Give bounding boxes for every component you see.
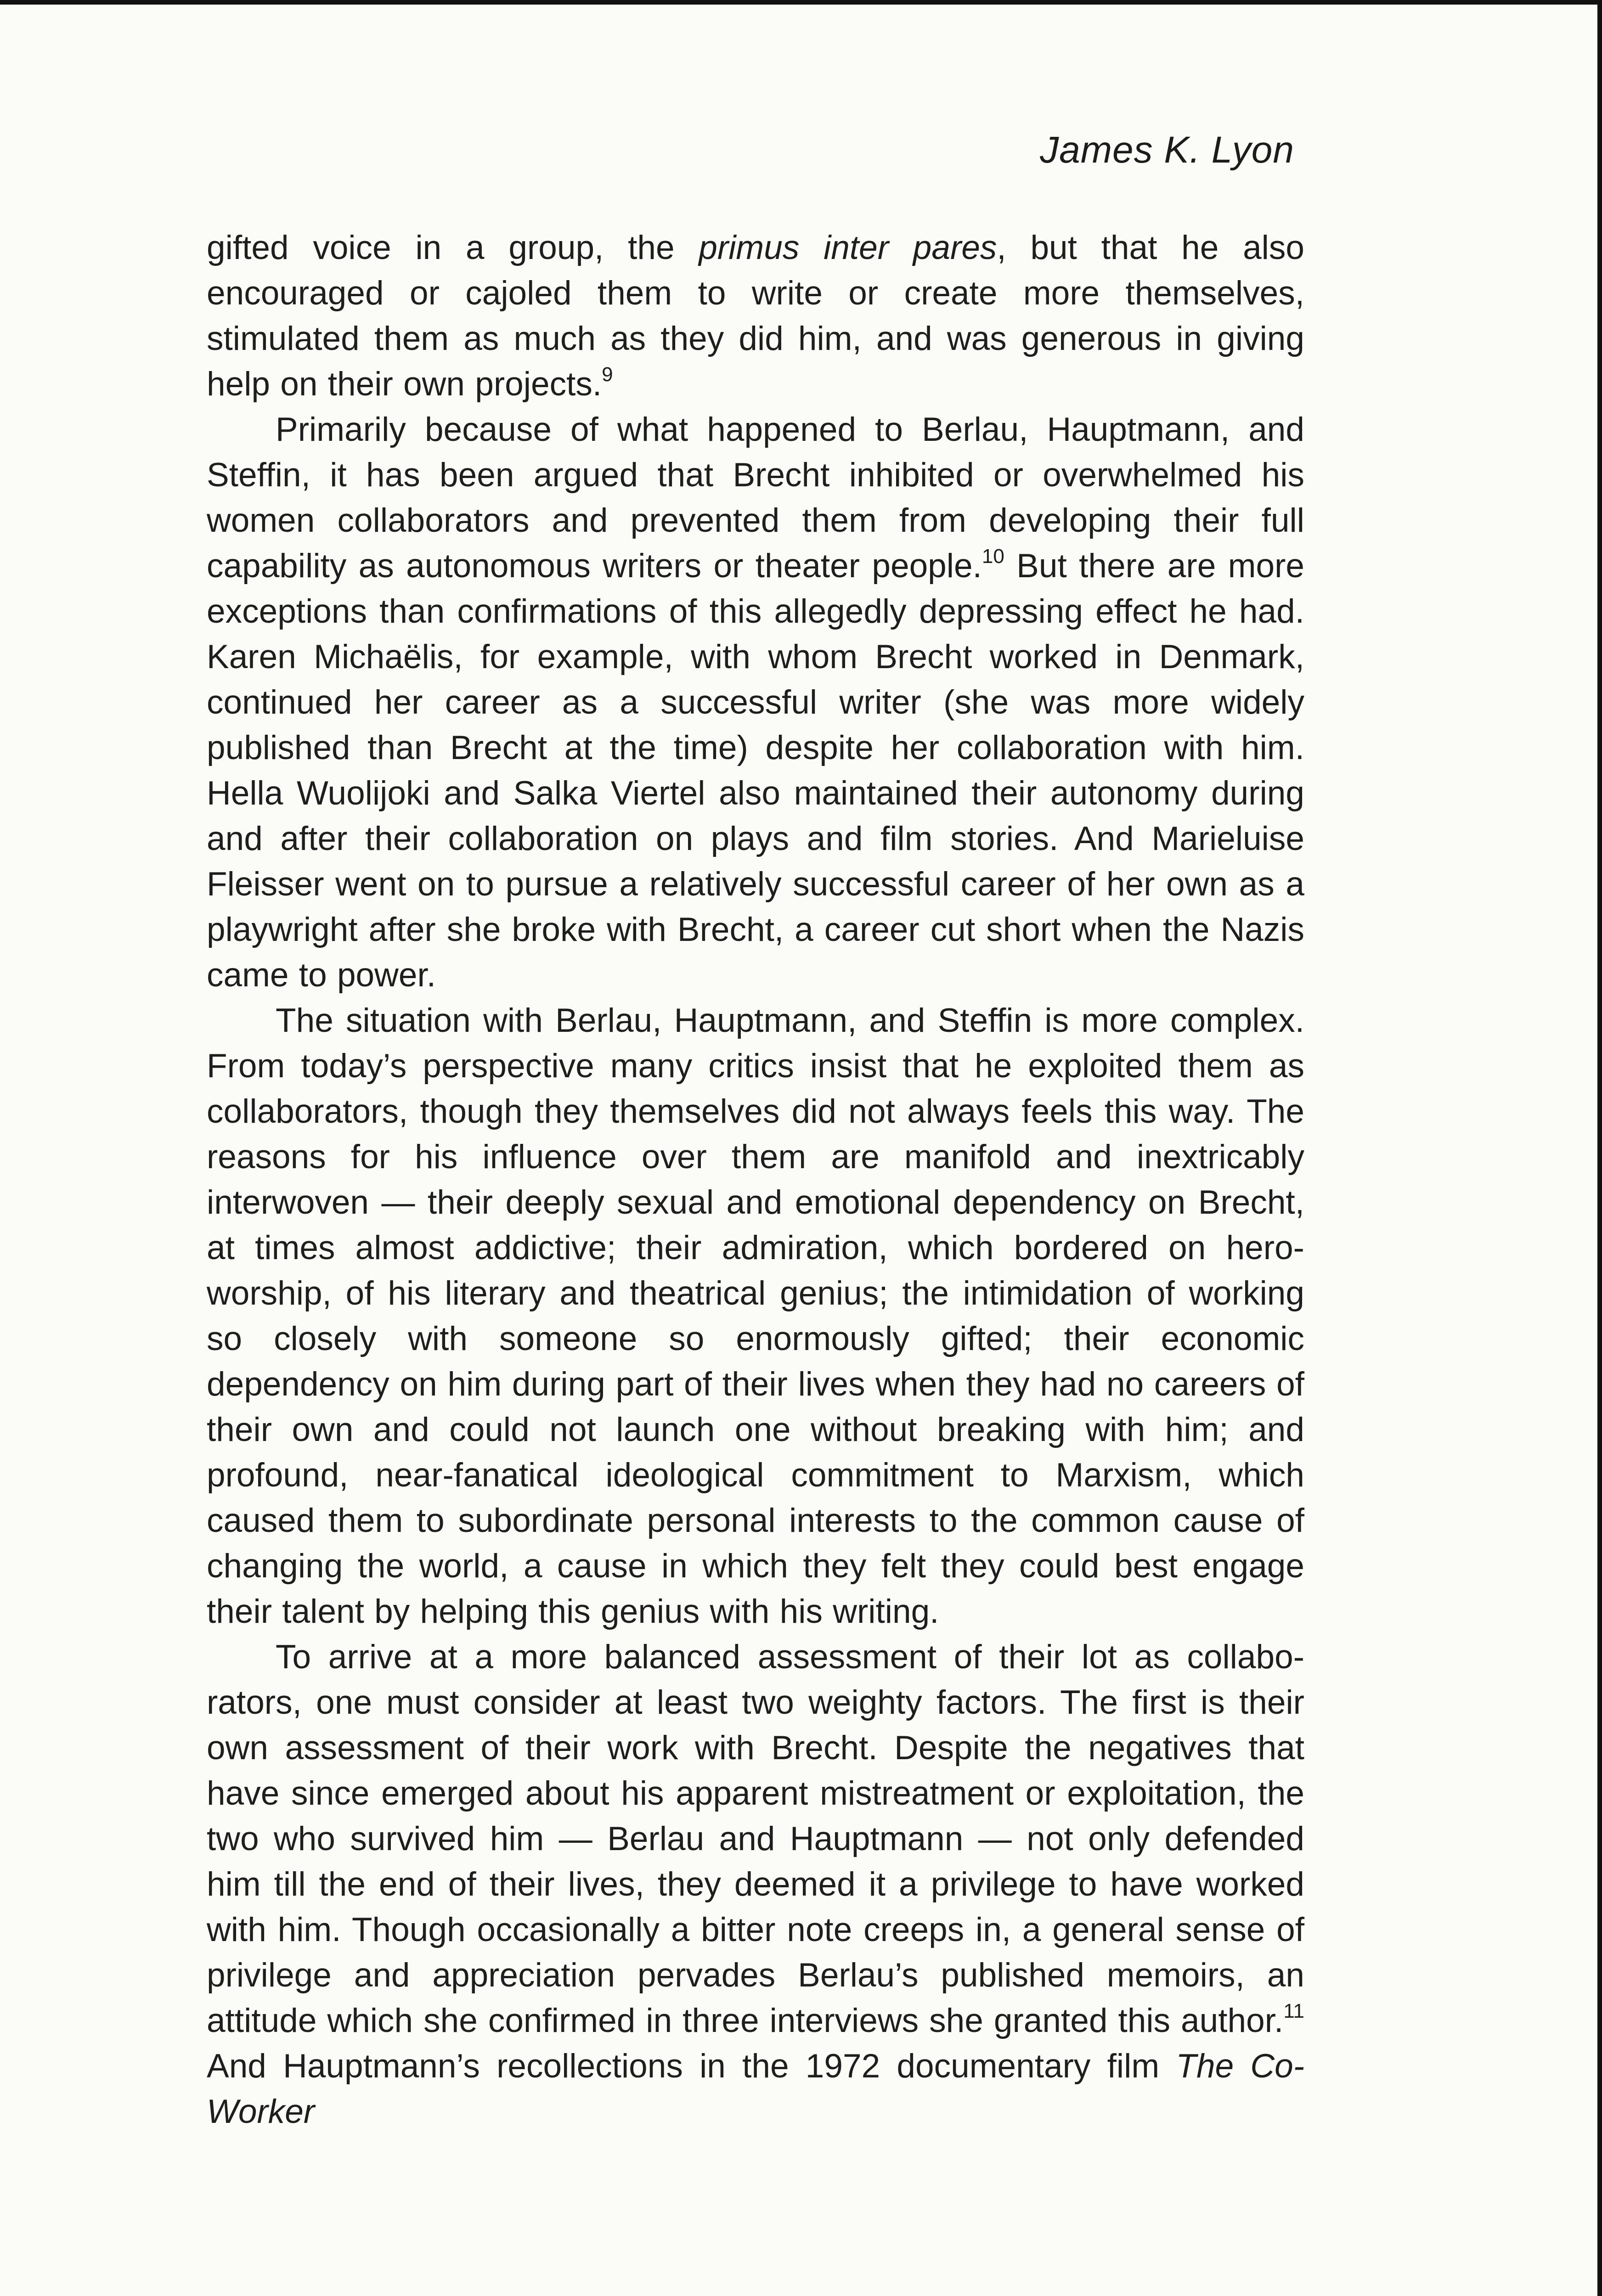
footnote-ref: 10: [982, 545, 1004, 568]
footnote-ref: 9: [602, 363, 613, 386]
paragraph-3: [207, 998, 1304, 1634]
italic-text: primus inter pares: [699, 229, 997, 266]
text-run: , but that he also encouraged or cajoled them to write or create more themselves, stimulated them as much as they did him, and was generous in giving help on their own projects.: [207, 229, 1304, 403]
footnote-ref: 11: [1283, 1999, 1304, 2022]
text-run: But there are more exceptions than confirmations of this allegedly depressing effect he had. Karen Michaëlis, for example, with whom Brecht worked in Denmark, continued her career as a successful writer (she was more widely published than Brecht at the time) despite her collaboration with him. Hella Wuolijoki and Salka Viertel also maintained their autonomy during and after their collaboration on plays and film stories. And Marieluise Fleisser went on to pursue a relatively successful career of her own as a playwright after she broke with Brecht, a career cut short when the Nazis came to power.: [207, 547, 1304, 994]
paragraph-2: [207, 407, 1304, 998]
italic-text: The Co-Worker: [207, 2048, 1305, 2130]
text-run: gifted voice in a group, the: [207, 229, 699, 266]
running-head: James K. Lyon: [1040, 129, 1294, 171]
text-run: To arrive at a more balanced assessment of their lot as collaborators, one must consider at least two weighty factors. The first is their own assessment of their work with Brecht. Despite the negatives that have since emerged about his apparent mistreatment or exploitation, the two who survived him — Berlau and Hauptmann — not only defended him till the end of their lives, they deemed it a privilege to have worked with him. Though occasionally a bitter note creeps in, a general sense of privilege and appreciation pervades Berlau’s published memoirs, an attitude which she confirmed in three interviews she granted this author.: [207, 1638, 1304, 2039]
text-run: The situation with Berlau, Hauptmann, and Steffin is more complex. From today’s perspective many critics insist that he exploited them as collaborators, though they themselves did not always feels this way. The reasons for his influence over them are manifold and inextricably interwoven — their deeply sexual and emotional dependency on Brecht, at times almost addictive; their admiration, which bordered on hero-worship, of his literary and theatrical genius; the intimidation of working so closely with someone so enormously gifted; their economic dependency on him during part of their lives when they had no careers of their own and could not launch one without breaking with him; and profound, near-fanatical ideological commitment to Marxism, which caused them to subordinate personal interests to the common cause of changing the world, a cause in which they felt they could best engage their talent by helping this genius with his writing.: [207, 1002, 1304, 1630]
paragraph-1: [207, 225, 1304, 407]
text-run: And Hauptmann’s recollections in the 1972 documentary film: [207, 2048, 1176, 2085]
paragraph-4: [207, 1634, 1304, 2134]
text-run: Primarily because of what happened to Berlau, Hauptmann, and Steffin, it has been argued that Brecht inhibited or overwhelmed his women collaborators and prevented them from developing their full capability as autonomous writers or theater people.: [207, 411, 1304, 585]
body-text: [207, 225, 1304, 2134]
